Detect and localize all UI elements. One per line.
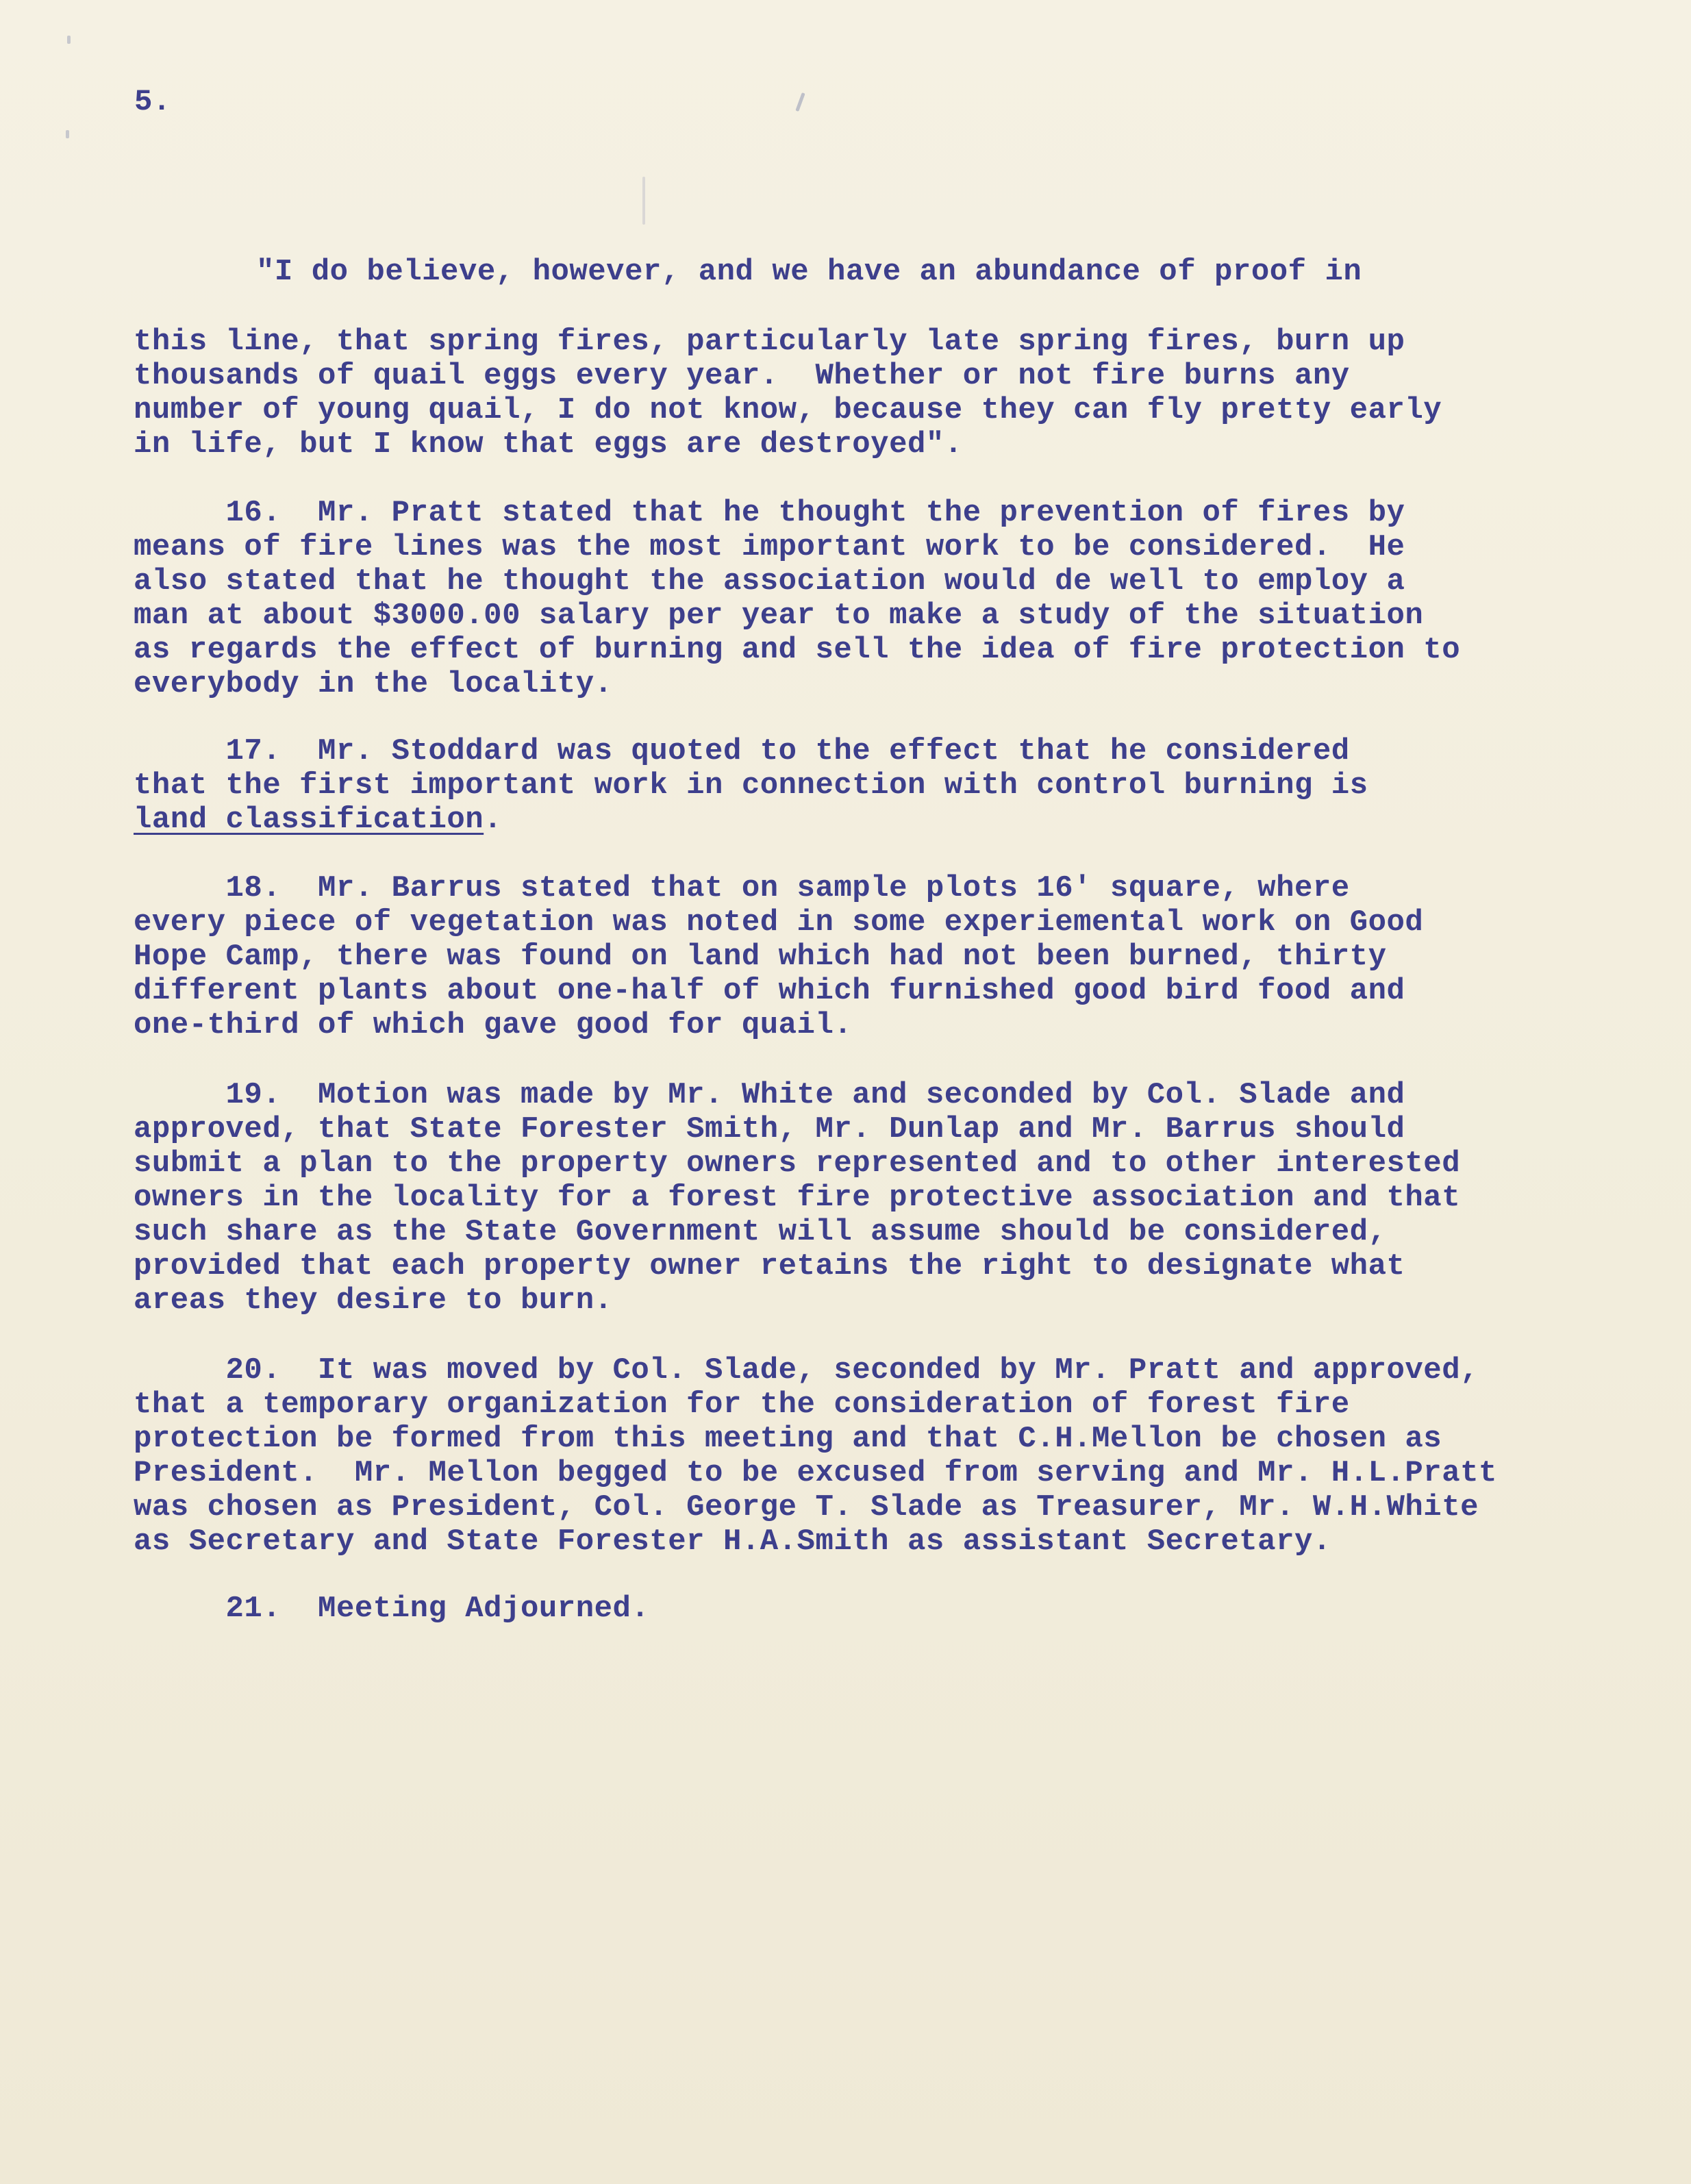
text-line: Hope Camp, there was found on land which had not been burned, thirty: [134, 940, 1387, 974]
quote-continued: [134, 325, 1442, 462]
text-line: means of fire lines was the most important work to be considered. He: [134, 530, 1405, 564]
text-line: 18. Mr. Barrus stated that on sample plots 16' square, where: [134, 871, 1350, 905]
text-line: [134, 803, 1368, 837]
text-line: 16. Mr. Pratt stated that he thought the prevention of fires by: [134, 496, 1405, 530]
text-line: 19. Motion was made by Mr. White and seconded by Col. Slade and: [134, 1078, 1405, 1112]
text-line: protection be formed from this meeting and that C.H.Mellon be chosen as: [134, 1422, 1442, 1456]
paper-mark: [795, 92, 805, 112]
text-line: that a temporary organization for the consideration of forest fire: [134, 1388, 1350, 1422]
text-line: everybody in the locality.: [134, 667, 613, 701]
text-line: also stated that he thought the association would de well to employ a: [134, 564, 1405, 599]
text-line: one-third of which gave good for quail.: [134, 1008, 853, 1042]
paper-mark: [66, 130, 69, 138]
text-line: 17. Mr. Stoddard was quoted to the effect that he considered: [134, 734, 1350, 768]
text-line: owners in the locality for a forest fire protective association and that: [134, 1181, 1461, 1215]
text-line: 20. It was moved by Col. Slade, seconded by Mr. Pratt and approved,: [134, 1353, 1479, 1388]
paper-mark: [642, 177, 645, 225]
text-line: such share as the State Government will assume should be considered,: [134, 1215, 1387, 1249]
item-17: [134, 734, 1368, 837]
item-21: [134, 1592, 649, 1626]
text-line: in life, but I know that eggs are destroyed".: [134, 427, 963, 462]
text-line: was chosen as President, Col. George T. Slade as Treasurer, Mr. W.H.White: [134, 1490, 1479, 1524]
text-line: different plants about one-half of which furnished good bird food and: [134, 974, 1405, 1008]
paper-mark: [67, 36, 71, 44]
text-line: number of young quail, I do not know, because they can fly pretty early: [134, 393, 1442, 427]
text-line: provided that each property owner retains the right to designate what: [134, 1249, 1405, 1283]
text-line: 21. Meeting Adjourned.: [134, 1592, 650, 1626]
text-line: thousands of quail eggs every year. Whether or not fire burns any: [134, 359, 1350, 393]
text-line: areas they desire to burn.: [134, 1283, 613, 1318]
text-line: President. Mr. Mellon begged to be excused from serving and Mr. H.L.Pratt: [134, 1456, 1497, 1490]
page-number: 5.: [134, 85, 171, 119]
item-19: [134, 1078, 1460, 1318]
text-line: as regards the effect of burning and sell the idea of fire protection to: [134, 633, 1461, 667]
item-20: [134, 1353, 1497, 1559]
text-line: as Secretary and State Forester H.A.Smith as assistant Secretary.: [134, 1524, 1331, 1559]
sentence-end: .: [484, 803, 503, 837]
item-16: [134, 496, 1460, 701]
text-line: that the first important work in connection with control burning is: [134, 768, 1368, 803]
text-line: approved, that State Forester Smith, Mr. Dunlap and Mr. Barrus should: [134, 1112, 1405, 1146]
text-line: submit a plan to the property owners represented and to other interested: [134, 1146, 1461, 1181]
text-line: every piece of vegetation was noted in some experiemental work on Good: [134, 905, 1424, 940]
quote-opening: "I do believe, however, and we have an abundance of proof in: [256, 255, 1362, 289]
item-18: [134, 871, 1423, 1042]
underlined-phrase: land classification: [134, 803, 484, 837]
text-line: this line, that spring fires, particularly late spring fires, burn up: [134, 325, 1405, 359]
text-line: man at about $3000.00 salary per year to make a study of the situation: [134, 599, 1424, 633]
